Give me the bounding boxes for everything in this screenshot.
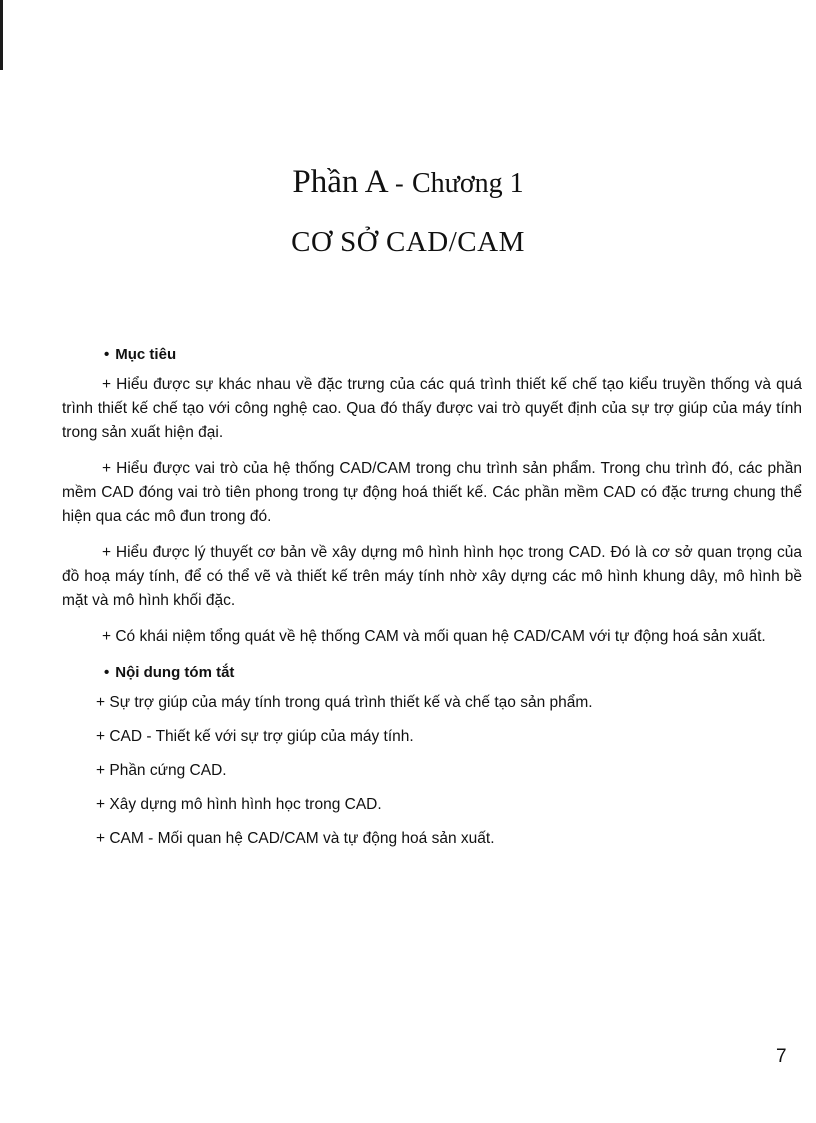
chapter-heading: CƠ SỞ CAD/CAM [291,226,525,258]
summary-item: + CAM - Mối quan hệ CAD/CAM và tự động hoá sản xuất. [96,830,495,847]
objective-paragraph: + Hiểu được sự khác nhau về đặc trưng của các quá trình thiết kế chế tạo kiểu truyền thống và quá trình thiết kế chế tạo với công nghệ cao. Qua đó thấy được vai trò quyết định của sự trợ giúp của máy tính trong sản xuất hiện đại. [62,376,802,441]
objectives-heading [104,343,802,367]
title-separator: - [395,169,404,198]
page-number: 7 [776,1046,787,1067]
objective-paragraph: + Hiểu được vai trò của hệ thống CAD/CAM trong chu trình sản phẩm. Trong chu trình đó, các phần mềm CAD đóng vai trò tiên phong trong tự động hoá thiết kế. Các phần mềm CAD có đặc trưng chung thể hiện qua các mô đun trong đó. [62,460,802,525]
summary-title: Nội dung tóm tắt [115,664,235,681]
objectives-title: Mục tiêu [115,346,177,363]
bullet-icon: • [104,664,110,681]
scan-edge-mark [0,0,3,70]
summary-item: + CAD - Thiết kế với sự trợ giúp của máy tính. [96,728,414,745]
summary-heading [104,661,802,685]
summary-item: + Xây dựng mô hình hình học trong CAD. [96,796,382,813]
chapter-label: Chương 1 [411,168,524,199]
bullet-icon: • [104,346,110,363]
page-content [62,343,802,861]
objective-paragraph: + Hiểu được lý thuyết cơ bản về xây dựng mô hình hình học trong CAD. Đó là cơ sở quan trọng của đồ hoạ máy tính, để có thể vẽ và thiết kế trên máy tính nhờ xây dựng các mô hình khung dây, mô hình bề mặt và mô hình khối đặc. [62,544,802,609]
summary-item: + Sự trợ giúp của máy tính trong quá trình thiết kế và chế tạo sản phẩm. [96,694,593,711]
part-chapter-title [0,164,816,201]
part-label: Phần A [292,164,387,200]
summary-item: + Phần cứng CAD. [96,762,227,779]
objective-paragraph: + Có khái niệm tổng quát về hệ thống CAM và mối quan hệ CAD/CAM với tự động hoá sản xuất. [102,628,766,645]
